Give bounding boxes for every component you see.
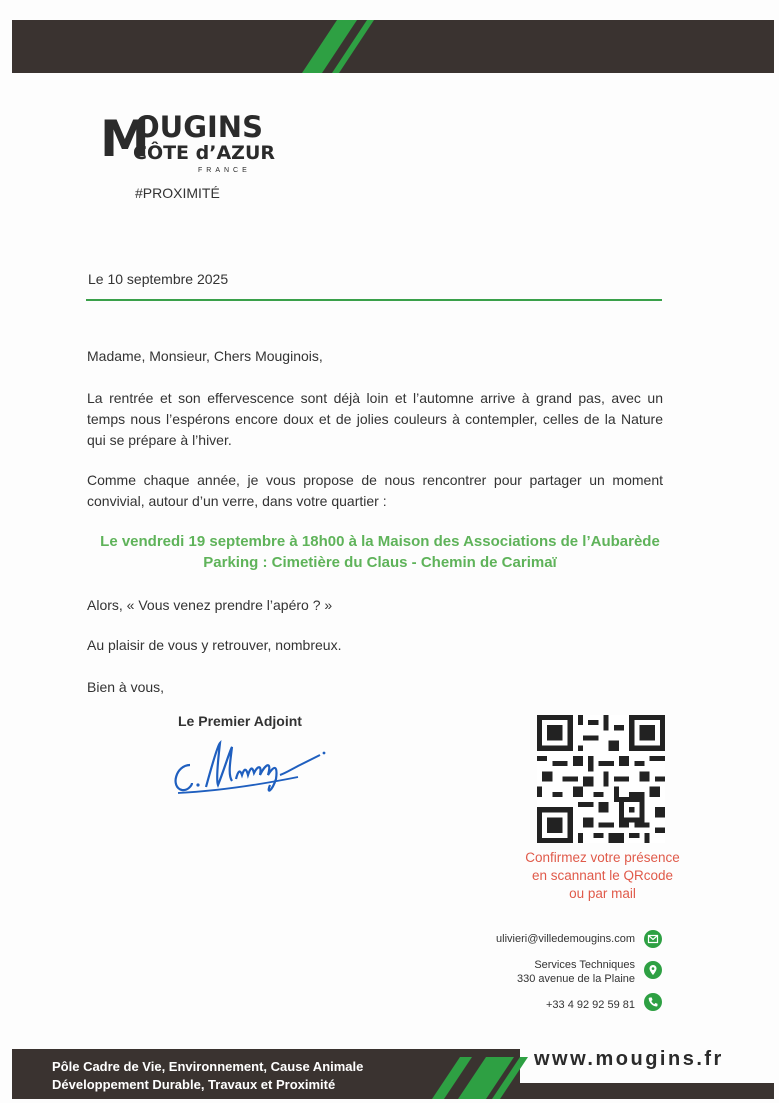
hashtag: #PROXIMITÉ bbox=[135, 185, 220, 201]
logo-m: M bbox=[100, 110, 150, 168]
logo-subtitle: CÔTE d’AZUR bbox=[133, 142, 276, 164]
letter-date: Le 10 septembre 2025 bbox=[88, 271, 229, 287]
logo-country: FRANCE bbox=[198, 167, 251, 174]
divider bbox=[86, 299, 662, 301]
paragraph-1: La rentrée et son effervescence sont déjà loin et l’automne arrive à grand pas, avec un temps nous l’espérons encore doux et de jolies couleurs à contempler, celles de la Nature qui se prépare à l’hiver. bbox=[87, 390, 663, 448]
signer-title: Le Premier Adjoint bbox=[178, 713, 302, 729]
paragraph-2: Comme chaque année, je vous propose de nous rencontrer pour partager un moment convivial, autour d’un verre, dans votre quartier : bbox=[87, 472, 663, 509]
location-pin-icon bbox=[644, 961, 662, 979]
qr-caption-2: en scannant le QRcode bbox=[531, 868, 674, 883]
contact-email[interactable]: ulivieri@villedemougins.com bbox=[496, 933, 635, 945]
question: Alors, « Vous venez prendre l’apéro ? » bbox=[87, 597, 333, 613]
footer-line-2: Développement Durable, Travaux et Proximité bbox=[52, 1077, 336, 1092]
contact-address-1: Services Techniques bbox=[534, 959, 635, 971]
signature bbox=[168, 735, 333, 800]
event-details: Le vendredi 19 septembre à 18h00 à la Maison des Associations de l’Aubarède bbox=[100, 533, 660, 550]
contact-address-2: 330 avenue de la Plaine bbox=[516, 973, 635, 985]
qr-caption-1: Confirmez votre présence bbox=[525, 850, 680, 865]
logo-title: OUGINS bbox=[135, 110, 263, 144]
mail-icon bbox=[644, 930, 662, 948]
website-link[interactable]: www.mougins.fr bbox=[534, 1048, 724, 1070]
qr-code[interactable] bbox=[537, 715, 665, 843]
footer-department bbox=[52, 1058, 363, 1094]
header-band bbox=[12, 20, 774, 73]
header-stripes bbox=[262, 20, 382, 73]
qr-caption-3: ou par mail bbox=[569, 886, 636, 901]
footer-line-1: Pôle Cadre de Vie, Environnement, Cause Animale bbox=[52, 1059, 364, 1074]
footer-stripes bbox=[430, 1049, 530, 1099]
salutation: Madame, Monsieur, Chers Mouginois, bbox=[87, 348, 323, 364]
sign-off: Bien à vous, bbox=[87, 679, 165, 695]
phone-icon bbox=[644, 993, 662, 1011]
contact-phone[interactable]: +33 4 92 92 59 81 bbox=[546, 999, 635, 1011]
event-parking: Parking : Cimetière du Claus - Chemin de Carimaï bbox=[203, 554, 557, 571]
closing-line: Au plaisir de vous y retrouver, nombreux. bbox=[87, 637, 342, 653]
